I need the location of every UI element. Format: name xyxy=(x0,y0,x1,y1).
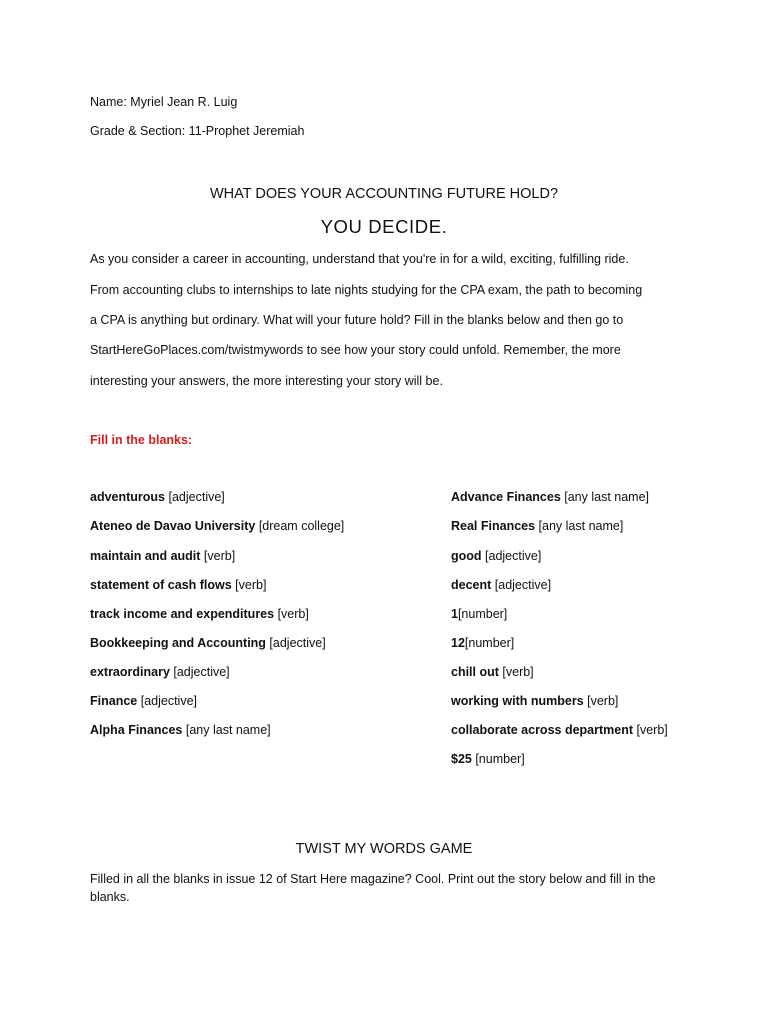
grade-section: Grade & Section: 11-Prophet Jeremiah xyxy=(90,124,305,138)
blank-hint: [adjective] xyxy=(491,578,552,592)
blank-hint: [adjective] xyxy=(265,636,326,650)
blank-answer: decent xyxy=(451,578,492,592)
blank-item xyxy=(90,664,230,680)
blank-item xyxy=(451,693,618,709)
blank-answer: $25 xyxy=(451,752,472,766)
blank-item xyxy=(451,518,623,534)
blank-item xyxy=(451,664,534,680)
fill-in-label: Fill in the blanks: xyxy=(90,433,193,447)
blank-item xyxy=(90,518,344,534)
blank-answer: track income and expenditures xyxy=(90,607,275,621)
blank-item xyxy=(451,489,649,505)
blank-answer: chill out xyxy=(451,665,499,679)
blank-answer: collaborate across department xyxy=(451,723,634,737)
blank-answer: working with numbers xyxy=(451,694,584,708)
page-title: WHAT DOES YOUR ACCOUNTING FUTURE HOLD? xyxy=(209,186,559,202)
blank-item xyxy=(451,577,551,593)
page-subtitle: YOU DECIDE. xyxy=(320,216,448,237)
blank-hint: [verb] xyxy=(498,665,534,679)
blank-hint: [dream college] xyxy=(255,519,345,533)
blank-hint: [any last name] xyxy=(560,490,650,504)
blank-answer: extraordinary xyxy=(90,665,170,679)
student-name: Name: Myriel Jean R. Luig xyxy=(90,95,238,109)
blank-hint: [number] xyxy=(457,607,508,621)
blank-answer: 1 xyxy=(451,607,458,621)
blank-item xyxy=(90,606,309,622)
blank-item xyxy=(451,606,507,622)
blank-answer: Advance Finances xyxy=(451,490,561,504)
blank-hint: [adjective] xyxy=(169,665,230,679)
blank-answer: Ateneo de Davao University xyxy=(90,519,256,533)
blank-hint: [adjective] xyxy=(481,549,542,563)
game-instructions: Filled in all the blanks in issue 12 of Start Here magazine? Cool. Print out the story below and fill in the blanks. xyxy=(90,872,656,904)
game-title: TWIST MY WORDS GAME xyxy=(295,841,473,857)
intro-line: a CPA is anything but ordinary. What will your future hold? Fill in the blanks below and then go to xyxy=(90,313,624,327)
blank-hint: [any last name] xyxy=(182,723,271,737)
blank-hint: [verb] xyxy=(633,723,668,737)
blank-answer: Bookkeeping and Accounting xyxy=(90,636,266,650)
intro-line: From accounting clubs to internships to late nights studying for the CPA exam, the path to becoming xyxy=(90,283,643,297)
blank-hint: [adjective] xyxy=(137,694,198,708)
blank-item xyxy=(451,722,668,738)
blank-answer: Real Finances xyxy=(451,519,536,533)
blank-item xyxy=(90,577,266,593)
intro-line: StartHereGoPlaces.com/twistmywords to see how your story could unfold. Remember, the more xyxy=(90,343,621,357)
blank-item xyxy=(451,635,514,651)
blank-answer: good xyxy=(451,549,482,563)
blank-answer: Alpha Finances xyxy=(90,723,183,737)
blank-hint: [number] xyxy=(464,636,515,650)
blank-answer: maintain and audit xyxy=(90,549,201,563)
blank-hint: [adjective] xyxy=(165,490,225,504)
blank-answer: 12 xyxy=(451,636,465,650)
blank-answer: statement of cash flows xyxy=(90,578,232,592)
blank-hint: [number] xyxy=(471,752,525,766)
blank-item xyxy=(90,693,197,709)
intro-line: As you consider a career in accounting, understand that you're in for a wild, exciting, fulfilling ride. xyxy=(90,252,629,266)
blank-item xyxy=(90,635,326,651)
blank-item xyxy=(90,548,235,564)
blank-item xyxy=(90,489,225,505)
blank-hint: [verb] xyxy=(231,578,267,592)
intro-line: interesting your answers, the more interesting your story will be. xyxy=(90,374,443,388)
blank-item xyxy=(451,751,525,767)
blank-hint: [any last name] xyxy=(535,519,624,533)
blank-hint: [verb] xyxy=(274,607,309,621)
blank-hint: [verb] xyxy=(200,549,236,563)
blank-answer: adventurous xyxy=(90,490,166,504)
blank-hint: [verb] xyxy=(583,694,619,708)
blank-answer: Finance xyxy=(90,694,138,708)
blank-item xyxy=(90,722,271,738)
blank-item xyxy=(451,548,541,564)
